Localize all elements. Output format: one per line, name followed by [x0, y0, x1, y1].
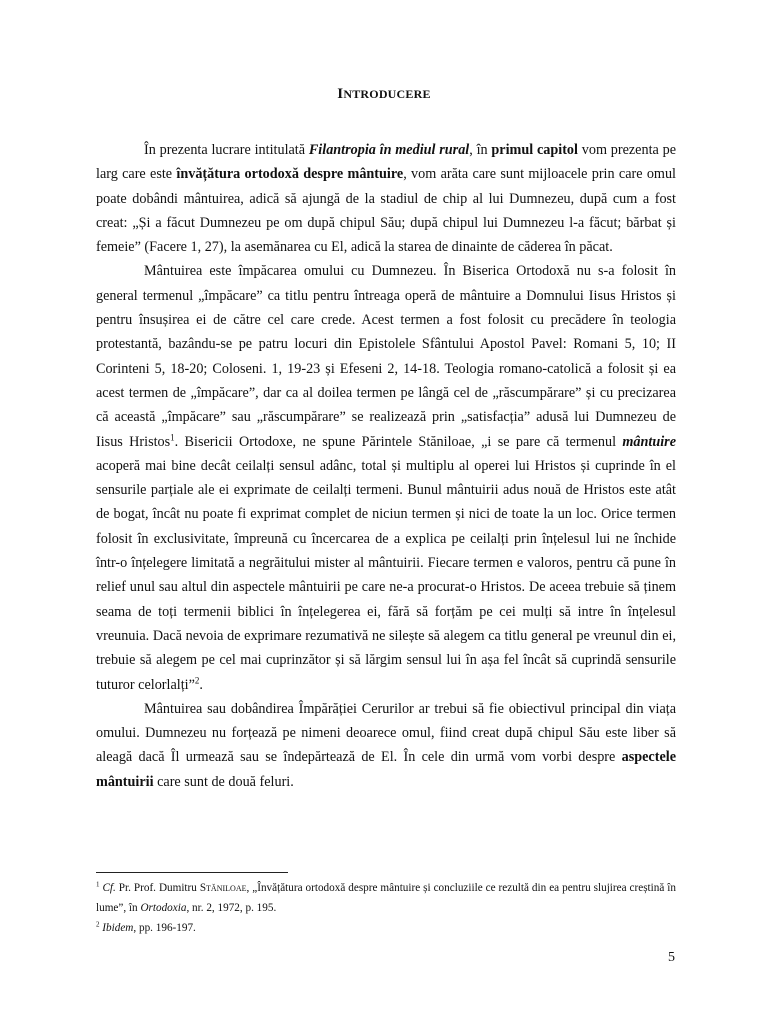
text-run: . Bisericii Ortodoxe, ne spune Părintele Stăniloae, „i se pare că termenul	[174, 433, 623, 450]
text-run: Stăniloae	[199, 882, 247, 894]
footnotes	[96, 878, 676, 938]
text-run: Mântuirea sau dobândirea Împărăției Cerurilor ar trebui să fie obiectivul principal din viața omului. Dumnezeu nu forțează pe nimeni deoarece omul, fiind creat după chipul Său este liber să aleagă dacă Îl urmează sau se îndepărtează de El. În cele din urmă vom vorbi despre	[96, 700, 676, 766]
text-run: , nr. 2, 1972, p. 195.	[186, 902, 277, 914]
text-run: , vom arăta care sunt mijloacele prin care omul poate dobândi mântuirea, adică să ajungă de la stadiul de chip al lui Dumnezeu, după cum a fost creat: „Și a făcut Dumnezeu pe om după chipul Său; după chipul lui Dumnezeu l-a făcut; bărbat și femeie” (Facere 1, 27), la asemănarea cu El, adică la starea de dinainte de căderea în păcat.	[96, 166, 676, 256]
paragraph	[96, 697, 676, 794]
text-run: vom prezenta pe larg care este	[96, 142, 676, 183]
footnote-ref: 2	[194, 674, 200, 685]
text-run: care sunt de două feluri.	[153, 773, 294, 790]
text-run: Filantropia în mediul rural	[308, 142, 470, 158]
body-text	[96, 138, 676, 794]
footnote-ref: 1	[170, 431, 175, 442]
text-run: acoperă mai bine decât ceilalți sensul adânc, total și multiplu al operei lui Hristos și cuprinde în el sensurile parțiale ale ei exprimate de ceilalți termeni. Bunul mântuirii adus nouă de Hristos este atât de bogat, încât nu poate fi exprimat complet de niciun termen și nici de toate la un loc. Orice termen folosit în exclusivitate, împreună cu încercarea de a explica pe ceilalți prin înțelesul lui ne închide într-o înțelegere limitată a negrăitului mister al mântuirii. Fiecare termen e valoros, pentru că pune în relief unul sau altul din aspectele mântuirii pe care ne-a procurat-o Hristos. De aceea trebuie să ținem seama de toți termenii biblici în înțelegerea ei, fără să forțăm pe cei mulți să intre în înțelesul vreunuia. Dacă nevoia de exprimare rezumativă ne silește să alegem ca titlu general pe vreunul din ei, trebuie să alegem pe cel mai cuprinzător și să lărgim sensul lui în așa fel încât să cuprindă sensurile tuturor celorlalți”	[96, 457, 676, 693]
text-run: aspectele mântuirii	[96, 749, 676, 790]
text-run: mântuire	[622, 433, 677, 450]
paragraph	[96, 259, 676, 696]
footnote	[96, 918, 676, 938]
text-run: , pp. 196-197.	[133, 922, 196, 934]
footnote-ref: 2	[96, 920, 100, 929]
title-rest: NTRODUCERE	[343, 87, 431, 101]
text-run: , în	[469, 142, 492, 158]
title-initial: I	[337, 86, 344, 102]
text-run: învățătura ortodoxă despre mântuire	[176, 166, 404, 183]
text-run: , „Învățătura ortodoxă despre mântuire și concluziile ce rezultă din ea pentru slujirea creștină în lume”, în	[96, 882, 676, 914]
text-run: Mântuirea este împăcarea omului cu Dumnezeu. În Biserica Ortodoxă nu s-a folosit în general termenul „împăcare” ca titlu pentru întreaga operă de mântuire a Domnului Iisus Hristos și pentru însușirea ei de către cel care crede. Acest termen a fost folosit cu precădere în teologia protestantă, bazându-se pe patru locuri din Epistolele Sfântului Apostol Pavel: Romani 5, 10; II Corinteni 5, 18-20; Coloseni. 1, 19-23 și Efeseni 2, 14-18. Teologia romano-catolică a folosit și ea acest termen de „împăcare”, dar ca al doilea termen pe lângă cel de „răscumpărare” și cu precizarea că această „împăcare” sau „răscumpărare” se realizează prin „satisfacția” adusă lui Dumnezeu de Iisus Hristos	[96, 263, 676, 450]
page-number: 5	[668, 950, 675, 965]
text-run: Pr. Prof. Dumitru	[115, 882, 200, 894]
text-run: În prezenta lucrare intitulată	[144, 142, 309, 158]
footnote-separator	[96, 872, 288, 873]
page-title	[0, 86, 768, 103]
paragraph	[96, 138, 676, 259]
text-run: Cf.	[102, 882, 116, 894]
text-run: primul capitol	[491, 142, 578, 158]
footnote	[96, 878, 676, 918]
footnote-ref: 1	[96, 880, 100, 889]
text-run: Ibidem	[102, 922, 134, 934]
text-run: Ortodoxia	[140, 902, 187, 914]
text-run: .	[199, 676, 203, 693]
